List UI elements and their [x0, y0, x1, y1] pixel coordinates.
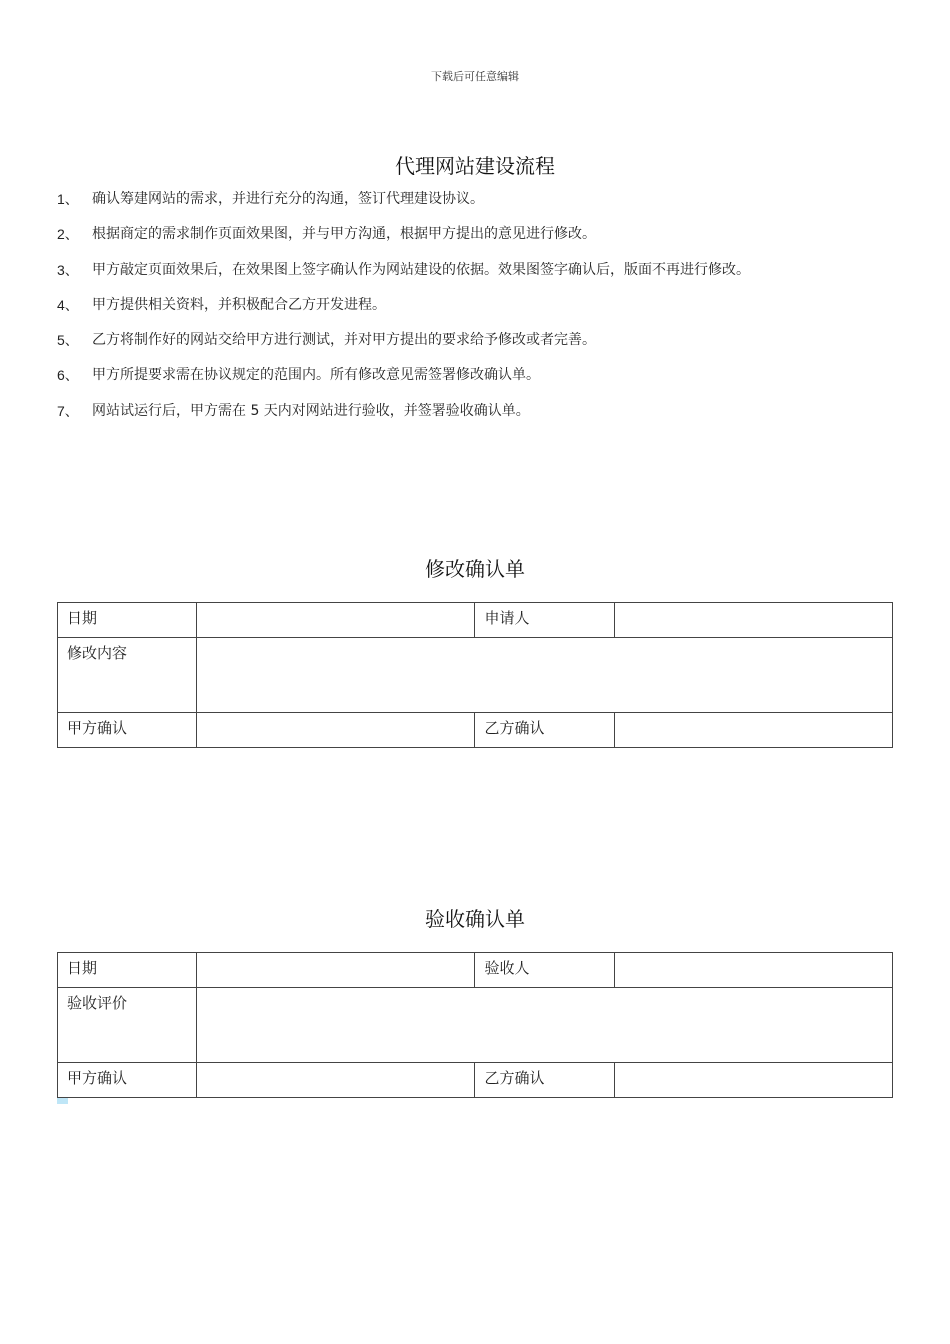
modify-content-label-cell: 修改内容 [58, 638, 197, 713]
party-b-confirm-value-cell[interactable] [614, 713, 892, 748]
step-text: 确认筹建网站的需求，并进行充分的沟通，签订代理建设协议。 [92, 191, 484, 207]
step-item [57, 296, 907, 331]
evaluation-value-cell[interactable] [197, 988, 893, 1063]
acceptor-label-cell: 验收人 [475, 953, 614, 988]
table-row [58, 988, 893, 1063]
step-text: 甲方提供相关资料，并积极配合乙方开发进程。 [92, 296, 386, 313]
party-a-confirm-label-cell: 甲方确认 [58, 1063, 197, 1098]
step-item [57, 402, 907, 437]
table-row [58, 638, 893, 713]
acceptance-confirmation-table [57, 952, 893, 1098]
modify-confirmation-table [57, 602, 893, 748]
step-number: 7、 [57, 402, 79, 419]
step-item [57, 261, 907, 296]
table-row [58, 713, 893, 748]
step-text: 甲方敲定页面效果后，在效果图上签字确认作为网站建设的依据。效果图签字确认后，版面不再进行修改。 [92, 261, 750, 278]
process-steps-list [57, 190, 907, 437]
step-text: 乙方将制作好的网站交给甲方进行测试，并对甲方提出的要求给予修改或者完善。 [92, 332, 596, 349]
step-item [57, 366, 907, 401]
party-a-confirm-value-cell[interactable] [197, 713, 475, 748]
document-title: 代理网站建设流程 [395, 154, 555, 178]
date-label-cell: 日期 [58, 603, 197, 638]
accept-form-title: 验收确认单 [425, 907, 525, 931]
step-number: 1、 [57, 191, 79, 207]
date-label-cell: 日期 [58, 953, 197, 988]
step-item [57, 331, 907, 366]
step-number: 5、 [57, 332, 79, 349]
evaluation-label-cell: 验收评价 [58, 988, 197, 1063]
party-b-confirm-value-cell[interactable] [614, 1063, 892, 1098]
date-value-cell[interactable] [197, 953, 475, 988]
date-value-cell[interactable] [197, 603, 475, 638]
step-text: 甲方所提要求需在协议规定的范围内。所有修改意见需签署修改确认单。 [92, 367, 540, 384]
applicant-label-cell: 申请人 [475, 603, 614, 638]
party-b-confirm-label-cell: 乙方确认 [475, 713, 614, 748]
step-text: 网站试运行后，甲方需在 5 天内对网站进行验收，并签署验收确认单。 [92, 402, 530, 419]
table-row [58, 953, 893, 988]
step-number: 3、 [57, 261, 79, 278]
header-note: 下载后可任意编辑 [431, 70, 519, 83]
step-text: 根据商定的需求制作页面效果图，并与甲方沟通，根据甲方提出的意见进行修改。 [92, 226, 596, 243]
table-row [58, 1063, 893, 1098]
modify-form-title: 修改确认单 [425, 557, 525, 581]
paragraph-mark [57, 1098, 68, 1104]
party-b-confirm-label-cell: 乙方确认 [475, 1063, 614, 1098]
step-item [57, 225, 907, 260]
acceptor-value-cell[interactable] [614, 953, 892, 988]
modify-content-value-cell[interactable] [197, 638, 893, 713]
party-a-confirm-label-cell: 甲方确认 [58, 713, 197, 748]
step-number: 4、 [57, 296, 79, 313]
step-item [57, 190, 907, 225]
step-number: 2、 [57, 226, 79, 243]
party-a-confirm-value-cell[interactable] [197, 1063, 475, 1098]
applicant-value-cell[interactable] [614, 603, 892, 638]
step-number: 6、 [57, 367, 79, 384]
table-row [58, 603, 893, 638]
